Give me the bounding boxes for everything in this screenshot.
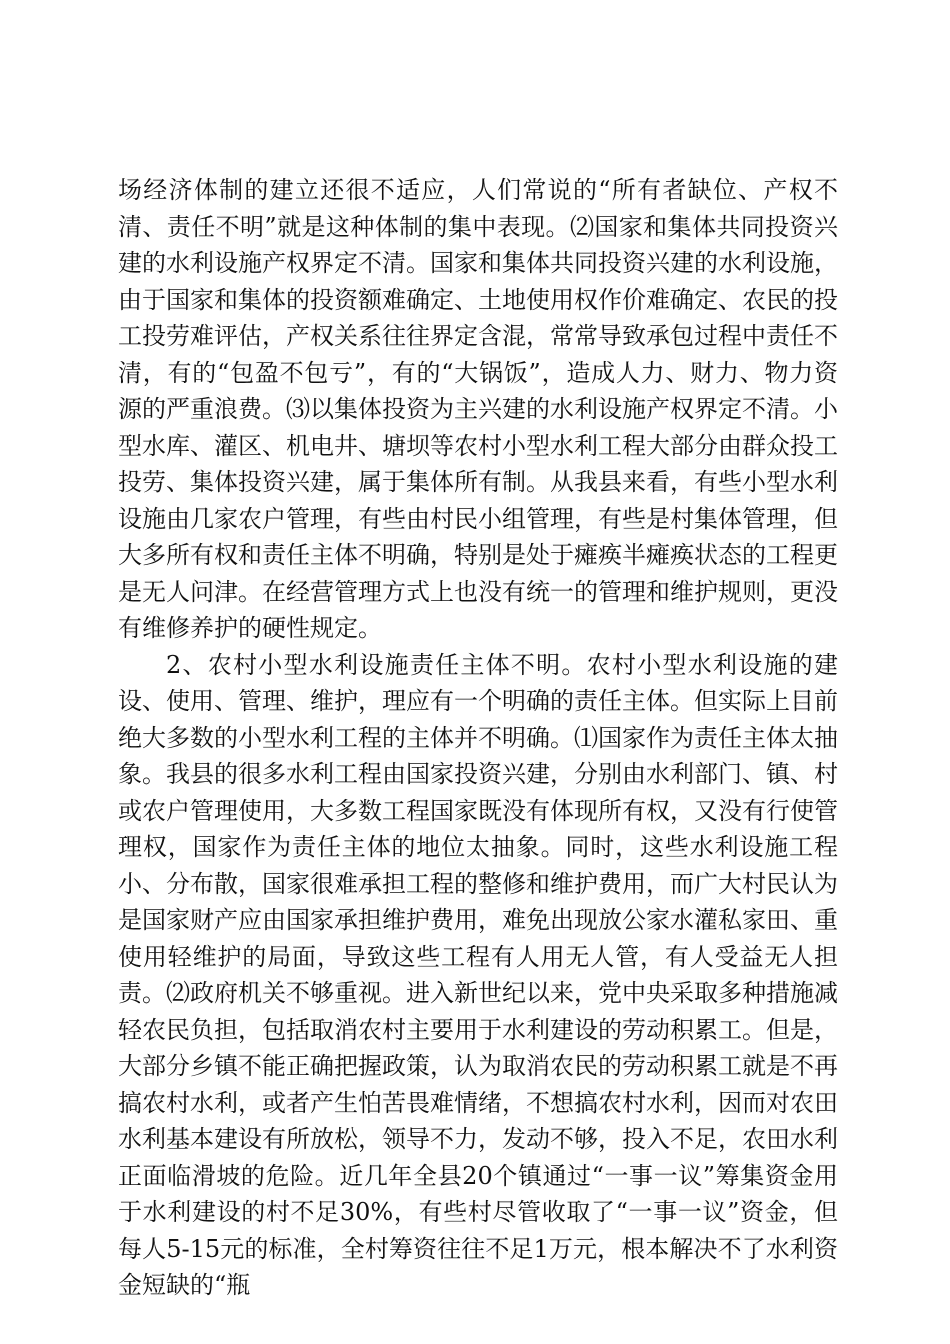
body-text (118, 172, 838, 1304)
paragraph-responsibility-subject: 2、农村小型水利设施责任主体不明。农村小型水利设施的建设、使用、管理、维护，理应有一个明确的责任主体。但实际上目前绝大多数的小型水利工程的主体并不明确。⑴国家作为责任主体太抽象。我县的很多水利工程由国家投资兴建，分别由水利部门、镇、村或农户管理使用，大多数工程国家既没有体现所有权，又没有行使管理权，国家作为责任主体的地位太抽象。同时，这些水利设施工程小、分布散，国家很难承担工程的整修和维护费用，而广大村民认为是国家财产应由国家承担维护费用，难免出现放公家水灌私家田、重使用轻维护的局面，导致这些工程有人用无人管，有人受益无人担责。⑵政府机关不够重视。进入新世纪以来，党中央采取多种措施减轻农民负担，包括取消农村主要用于水利建设的劳动积累工。但是，大部分乡镇不能正确把握政策，认为取消农民的劳动积累工就是不再搞农村水利，或者产生怕苦畏难情绪，不想搞农村水利，因而对农田水利基本建设有所放松，领导不力，发动不够，投入不足，农田水利正面临滑坡的危险。近几年全县20个镇通过“一事一议”筹集资金用于水利建设的村不足30%，有些村尽管收取了“一事一议”资金，但每人5-15元的标准，全村筹资往往不足1万元，根本解决不了水利资金短缺的“瓶 (118, 650, 838, 1299)
paragraph-property-rights: 场经济体制的建立还很不适应，人们常说的“所有者缺位、产权不清、责任不明”就是这种体制的集中表现。⑵国家和集体共同投资兴建的水利设施产权界定不清。国家和集体共同投资兴建的水利设施，由于国家和集体的投资额难确定、土地使用权作价难确定、农民的投工投劳难评估，产权关系往往界定含混，常常导致承包过程中责任不清，有的“包盈不包亏”，有的“大锅饭”，造成人力、财力、物力资源的严重浪费。⑶以集体投资为主兴建的水利设施产权界定不清。小型水库、灌区、机电井、塘坝等农村小型水利工程大部分由群众投工投劳、集体投资兴建，属于集体所有制。从我县来看，有些小型水利设施由几家农户管理，有些由村民小组管理，有些是村集体管理，但大多所有权和责任主体不明确，特别是处于瘫痪半瘫痪状态的工程更是无人问津。在经营管理方式上也没有统一的管理和维护规则，更没有维修养护的硬性规定。 (118, 176, 838, 642)
